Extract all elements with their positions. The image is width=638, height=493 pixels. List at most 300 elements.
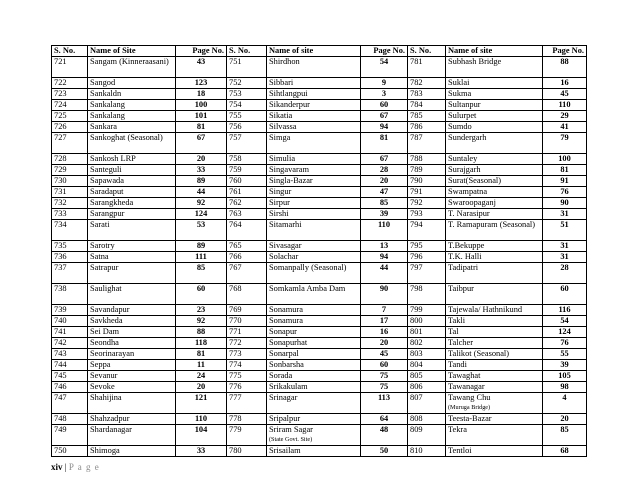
cell-name: Sonarpal: [267, 349, 361, 360]
cell-page: 113: [361, 393, 408, 414]
cell-name: Subhash Bridge: [446, 57, 543, 78]
cell-page: 4: [543, 393, 587, 414]
cell-sno: 753: [227, 89, 267, 100]
table-row: [52, 187, 587, 198]
cell-page: 64: [361, 414, 408, 425]
cell-page: 124: [543, 327, 587, 338]
cell-sno: 758: [227, 154, 267, 165]
cell-name: Seorinarayan: [88, 349, 176, 360]
cell-name: Solachar: [267, 252, 361, 263]
table-row: [52, 425, 587, 446]
cell-name: Saradaput: [88, 187, 176, 198]
cell-sno: 776: [227, 382, 267, 393]
cell-sno: 744: [52, 360, 88, 371]
table-row: [52, 78, 587, 89]
cell-name: Sankaldn: [88, 89, 176, 100]
cell-sno: 735: [52, 241, 88, 252]
footer-separator: |: [62, 462, 69, 472]
cell-sno: 778: [227, 414, 267, 425]
cell-page: 88: [543, 57, 587, 78]
cell-name: Sikatia: [267, 111, 361, 122]
cell-sno: 765: [227, 241, 267, 252]
cell-sno: 747: [52, 393, 88, 414]
cell-page: 31: [543, 252, 587, 263]
table-row: [52, 382, 587, 393]
cell-sno: 781: [408, 57, 446, 78]
cell-page: 45: [543, 89, 587, 100]
cell-sno: 806: [408, 382, 446, 393]
cell-name: Simga: [267, 133, 361, 154]
cell-page: 55: [543, 349, 587, 360]
cell-name: Sumdo: [446, 122, 543, 133]
table-row: [52, 371, 587, 382]
cell-page: 31: [543, 209, 587, 220]
table-row: [52, 209, 587, 220]
cell-name: Tal: [446, 327, 543, 338]
cell-name: Taibpur: [446, 284, 543, 305]
cell-name: Shahzadpur: [88, 414, 176, 425]
cell-page: 20: [361, 338, 408, 349]
cell-sno: 770: [227, 316, 267, 327]
table-row: [52, 327, 587, 338]
cell-name: Sonamura: [267, 316, 361, 327]
cell-sno: 748: [52, 414, 88, 425]
cell-sno: 756: [227, 122, 267, 133]
cell-name: Seondha: [88, 338, 176, 349]
cell-page: 100: [176, 100, 227, 111]
cell-sno: 757: [227, 133, 267, 154]
cell-sno: 764: [227, 220, 267, 241]
cell-name: Sivasagar: [267, 241, 361, 252]
cell-sno: 799: [408, 305, 446, 316]
cell-sno: 787: [408, 133, 446, 154]
header-row: [52, 46, 587, 57]
cell-sno: 793: [408, 209, 446, 220]
cell-name: Swampatna: [446, 187, 543, 198]
cell-name: Tentloi: [446, 446, 543, 457]
cell-sno: 730: [52, 176, 88, 187]
cell-name: Surat(Seasonal): [446, 176, 543, 187]
cell-page: 116: [543, 305, 587, 316]
table-row: [52, 133, 587, 154]
cell-sno: 739: [52, 305, 88, 316]
cell-name: T.K. Halli: [446, 252, 543, 263]
cell-page: 60: [543, 284, 587, 305]
cell-sno: 767: [227, 263, 267, 284]
cell-sno: 783: [408, 89, 446, 100]
cell-name: Tekra: [446, 425, 543, 446]
cell-page: 75: [361, 371, 408, 382]
cell-name: Satna: [88, 252, 176, 263]
cell-sno: 740: [52, 316, 88, 327]
cell-name: Sarangpur: [88, 209, 176, 220]
col-header-page-1: Page No.: [176, 46, 227, 57]
cell-sno: 803: [408, 349, 446, 360]
table-row: [52, 122, 587, 133]
cell-page: 89: [176, 176, 227, 187]
cell-sno: 723: [52, 89, 88, 100]
cell-page: 51: [543, 220, 587, 241]
cell-name: Somkamla Amba Dam: [267, 284, 361, 305]
cell-name: Teesta-Bazar: [446, 414, 543, 425]
cell-page: 81: [361, 133, 408, 154]
cell-name: Sankalang: [88, 100, 176, 111]
cell-name: Sevanur: [88, 371, 176, 382]
cell-sno: 760: [227, 176, 267, 187]
col-header-name-2: Name of site: [267, 46, 361, 57]
cell-page: 53: [176, 220, 227, 241]
col-header-sno-2: S. No.: [227, 46, 267, 57]
cell-page: 60: [361, 360, 408, 371]
cell-sno: 759: [227, 165, 267, 176]
cell-page: 124: [176, 209, 227, 220]
cell-name: Satrapur: [88, 263, 176, 284]
cell-page: 39: [361, 209, 408, 220]
cell-page: 110: [176, 414, 227, 425]
cell-page: 13: [361, 241, 408, 252]
col-header-page-2: Page No.: [361, 46, 408, 57]
cell-sno: 755: [227, 111, 267, 122]
cell-page: 48: [361, 425, 408, 446]
cell-sno: 788: [408, 154, 446, 165]
cell-page: 54: [361, 57, 408, 78]
cell-name: Srisailam: [267, 446, 361, 457]
cell-page: 105: [543, 371, 587, 382]
cell-name: Seppa: [88, 360, 176, 371]
cell-sno: 809: [408, 425, 446, 446]
cell-page: 24: [176, 371, 227, 382]
cell-sno: 736: [52, 252, 88, 263]
cell-sno: 737: [52, 263, 88, 284]
cell-sno: 789: [408, 165, 446, 176]
cell-sno: 805: [408, 371, 446, 382]
cell-page: 39: [543, 360, 587, 371]
cell-name: Suklai: [446, 78, 543, 89]
cell-page: 9: [361, 78, 408, 89]
cell-page: 94: [361, 252, 408, 263]
cell-page: 101: [176, 111, 227, 122]
cell-name: Talikot (Seasonal): [446, 349, 543, 360]
cell-sno: 751: [227, 57, 267, 78]
col-header-sno-3: S. No.: [408, 46, 446, 57]
cell-page: 41: [543, 122, 587, 133]
cell-sno: 728: [52, 154, 88, 165]
cell-page: 18: [176, 89, 227, 100]
cell-name: Sarotry: [88, 241, 176, 252]
cell-name: Singavaram: [267, 165, 361, 176]
cell-name: Shahijina: [88, 393, 176, 414]
cell-page: 67: [361, 154, 408, 165]
cell-page: 94: [361, 122, 408, 133]
cell-page: 44: [361, 263, 408, 284]
cell-page: 89: [176, 241, 227, 252]
cell-page: 85: [176, 263, 227, 284]
table-row: [52, 305, 587, 316]
cell-page: 54: [543, 316, 587, 327]
cell-page: 90: [543, 198, 587, 209]
page-footer: [51, 462, 100, 472]
cell-sno: 768: [227, 284, 267, 305]
cell-page: 75: [361, 382, 408, 393]
cell-sno: 746: [52, 382, 88, 393]
cell-page: 20: [176, 382, 227, 393]
cell-sno: 762: [227, 198, 267, 209]
cell-name: Sikanderpur: [267, 100, 361, 111]
cell-page: 20: [361, 176, 408, 187]
cell-name: T. Narasipur: [446, 209, 543, 220]
cell-sno: 792: [408, 198, 446, 209]
cell-sno: 725: [52, 111, 88, 122]
site-name-note: (State Govt. Site): [269, 436, 313, 443]
cell-sno: 808: [408, 414, 446, 425]
cell-sno: 754: [227, 100, 267, 111]
cell-name: Sultanpur: [446, 100, 543, 111]
cell-name: Sankosh LRP: [88, 154, 176, 165]
cell-page: 67: [176, 133, 227, 154]
cell-page: 16: [543, 78, 587, 89]
table-row: [52, 165, 587, 176]
cell-sno: 779: [227, 425, 267, 446]
cell-sno: 791: [408, 187, 446, 198]
site-index-table: [51, 45, 587, 457]
cell-sno: 777: [227, 393, 267, 414]
cell-sno: 804: [408, 360, 446, 371]
cell-page: 7: [361, 305, 408, 316]
cell-page: 121: [176, 393, 227, 414]
cell-sno: 786: [408, 122, 446, 133]
cell-page: 81: [176, 349, 227, 360]
cell-sno: 800: [408, 316, 446, 327]
cell-page: 92: [176, 316, 227, 327]
cell-sno: 742: [52, 338, 88, 349]
cell-page: 88: [176, 327, 227, 338]
cell-sno: 741: [52, 327, 88, 338]
cell-sno: 766: [227, 252, 267, 263]
footer-page-word: P a g e: [68, 462, 100, 472]
cell-page: 47: [361, 187, 408, 198]
table-body: [52, 57, 587, 457]
cell-sno: 733: [52, 209, 88, 220]
cell-name: Silvassa: [267, 122, 361, 133]
cell-page: 76: [543, 338, 587, 349]
cell-sno: 775: [227, 371, 267, 382]
cell-page: 90: [361, 284, 408, 305]
table-row: [52, 111, 587, 122]
cell-name: Talcher: [446, 338, 543, 349]
cell-page: 28: [361, 165, 408, 176]
table-row: [52, 349, 587, 360]
cell-page: 76: [543, 187, 587, 198]
table-row: [52, 176, 587, 187]
cell-name: Tandi: [446, 360, 543, 371]
cell-name: Sapawada: [88, 176, 176, 187]
cell-sno: 798: [408, 284, 446, 305]
table-row: [52, 154, 587, 165]
cell-page: 45: [361, 349, 408, 360]
cell-page: 85: [361, 198, 408, 209]
cell-name: Singur: [267, 187, 361, 198]
cell-sno: 802: [408, 338, 446, 349]
cell-page: 100: [543, 154, 587, 165]
cell-sno: 731: [52, 187, 88, 198]
cell-page: 68: [543, 446, 587, 457]
table-row: [52, 360, 587, 371]
cell-page: 118: [176, 338, 227, 349]
cell-page: 31: [543, 241, 587, 252]
cell-sno: 772: [227, 338, 267, 349]
cell-sno: 761: [227, 187, 267, 198]
table-row: [52, 414, 587, 425]
table-row: [52, 220, 587, 241]
cell-sno: 724: [52, 100, 88, 111]
cell-name: Sei Dam: [88, 327, 176, 338]
cell-name: Sonapurhat: [267, 338, 361, 349]
cell-page: 91: [543, 176, 587, 187]
table-row: [52, 446, 587, 457]
cell-name: T. Ramapuram (Seasonal): [446, 220, 543, 241]
cell-name: Sibbari: [267, 78, 361, 89]
table-row: [52, 338, 587, 349]
col-header-name-1: Name of Site: [88, 46, 176, 57]
cell-page: 29: [543, 111, 587, 122]
cell-name: Tawaghat: [446, 371, 543, 382]
cell-name: Sangod: [88, 78, 176, 89]
cell-page: 43: [176, 57, 227, 78]
cell-sno: 743: [52, 349, 88, 360]
site-name: Sriram Sagar: [269, 425, 313, 434]
cell-sno: 722: [52, 78, 88, 89]
table-row: [52, 57, 587, 78]
cell-sno: 780: [227, 446, 267, 457]
cell-page: 44: [176, 187, 227, 198]
cell-page: 50: [361, 446, 408, 457]
cell-page: 16: [361, 327, 408, 338]
cell-page: 3: [361, 89, 408, 100]
cell-name: Tajewala/ Hathnikund: [446, 305, 543, 316]
cell-sno: 801: [408, 327, 446, 338]
cell-page: 79: [543, 133, 587, 154]
site-name: Tawang Chu: [448, 393, 491, 402]
cell-name: Sundergarh: [446, 133, 543, 154]
cell-name: Srikakulam: [267, 382, 361, 393]
col-header-page-3: Page No.: [543, 46, 587, 57]
cell-sno: 745: [52, 371, 88, 382]
table-row: [52, 241, 587, 252]
cell-sno: 807: [408, 393, 446, 414]
cell-page: 33: [176, 165, 227, 176]
cell-name: Sirshi: [267, 209, 361, 220]
table-row: [52, 263, 587, 284]
cell-sno: 782: [408, 78, 446, 89]
cell-sno: 732: [52, 198, 88, 209]
cell-page: 17: [361, 316, 408, 327]
cell-name: Sonbarsha: [267, 360, 361, 371]
cell-sno: 784: [408, 100, 446, 111]
cell-page: 98: [543, 382, 587, 393]
cell-sno: 773: [227, 349, 267, 360]
cell-sno: 729: [52, 165, 88, 176]
cell-page: 123: [176, 78, 227, 89]
cell-sno: 796: [408, 252, 446, 263]
cell-name: Tadipatri: [446, 263, 543, 284]
cell-name: Suntaley: [446, 154, 543, 165]
cell-page: 85: [543, 425, 587, 446]
cell-sno: 734: [52, 220, 88, 241]
cell-sno: 749: [52, 425, 88, 446]
cell-page: 60: [176, 284, 227, 305]
cell-sno: 727: [52, 133, 88, 154]
cell-page: 11: [176, 360, 227, 371]
cell-name: Sukma: [446, 89, 543, 100]
cell-name: Tawanagar: [446, 382, 543, 393]
footer-page-number: xiv: [51, 462, 63, 472]
cell-sno: 771: [227, 327, 267, 338]
cell-sno: 763: [227, 209, 267, 220]
cell-name: Shirdhon: [267, 57, 361, 78]
cell-name: Sorada: [267, 371, 361, 382]
cell-sno: 726: [52, 122, 88, 133]
cell-name: Shardanagar: [88, 425, 176, 446]
cell-name: [446, 393, 543, 414]
cell-name: Sitamarhi: [267, 220, 361, 241]
cell-sno: 810: [408, 446, 446, 457]
cell-page: 33: [176, 446, 227, 457]
cell-page: 111: [176, 252, 227, 263]
col-header-sno-1: S. No.: [52, 46, 88, 57]
cell-name: Sankara: [88, 122, 176, 133]
cell-name: T.Bekuppe: [446, 241, 543, 252]
cell-name: Savandapur: [88, 305, 176, 316]
cell-page: 23: [176, 305, 227, 316]
cell-name: Sankalang: [88, 111, 176, 122]
table-row: [52, 393, 587, 414]
cell-name: Simulia: [267, 154, 361, 165]
cell-name: Srinagar: [267, 393, 361, 414]
cell-sno: 785: [408, 111, 446, 122]
cell-sno: 795: [408, 241, 446, 252]
cell-name: Sarangkheda: [88, 198, 176, 209]
cell-name: [267, 425, 361, 446]
cell-name: Sonapur: [267, 327, 361, 338]
cell-page: 60: [361, 100, 408, 111]
cell-sno: 769: [227, 305, 267, 316]
cell-name: Savkheda: [88, 316, 176, 327]
cell-page: 20: [176, 154, 227, 165]
cell-page: 110: [543, 100, 587, 111]
cell-sno: 752: [227, 78, 267, 89]
cell-sno: 774: [227, 360, 267, 371]
cell-page: 81: [543, 165, 587, 176]
cell-sno: 738: [52, 284, 88, 305]
table-row: [52, 198, 587, 209]
cell-name: Sankoghat (Seasonal): [88, 133, 176, 154]
table-row: [52, 100, 587, 111]
cell-page: 28: [543, 263, 587, 284]
cell-name: Takli: [446, 316, 543, 327]
cell-name: Singla-Bazar: [267, 176, 361, 187]
cell-page: 110: [361, 220, 408, 241]
cell-name: Sulurpet: [446, 111, 543, 122]
cell-sno: 750: [52, 446, 88, 457]
cell-name: Surajgarh: [446, 165, 543, 176]
cell-name: Sripalpur: [267, 414, 361, 425]
cell-name: Sihtlangpui: [267, 89, 361, 100]
cell-page: 104: [176, 425, 227, 446]
cell-name: Sevoke: [88, 382, 176, 393]
cell-name: Swaroopaganj: [446, 198, 543, 209]
table-row: [52, 89, 587, 100]
cell-sno: 721: [52, 57, 88, 78]
